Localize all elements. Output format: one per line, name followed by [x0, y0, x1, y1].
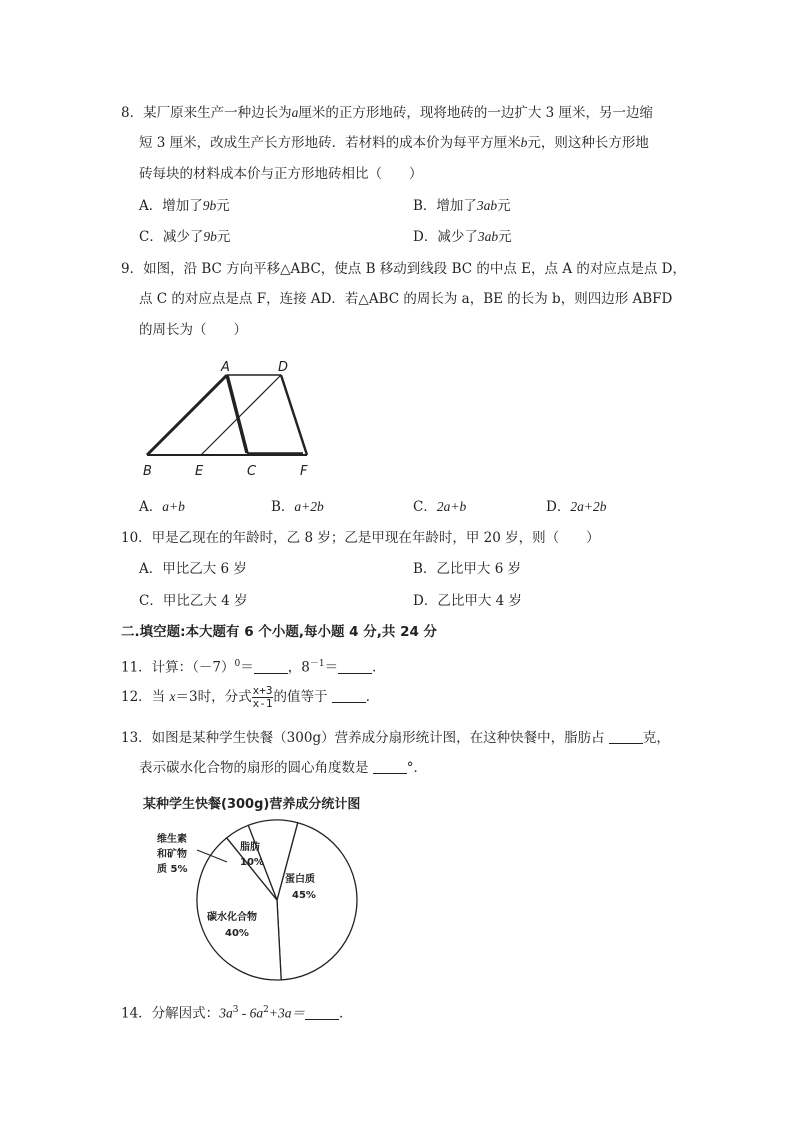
label-vitamin-3: 质 5% [157, 864, 188, 875]
q9-option-b-label: B． [271, 499, 295, 515]
label-carb-2: 40% [225, 928, 249, 939]
q13-text-1a: 13．如图是某种学生快餐（300g）营养成分扇形统计图，在这种快餐中，脂肪占 [121, 730, 609, 746]
q9-text-3: 的周长为（ ） [139, 322, 247, 338]
q9-line2 [139, 289, 672, 309]
q11-line [121, 654, 386, 678]
q8-option-d-math: 3ab [477, 229, 499, 244]
q9-option-b[interactable] [271, 497, 324, 517]
q14-term-1: 3a [219, 1005, 233, 1021]
q8-line3 [139, 164, 423, 184]
q11-eq2: ＝ [324, 659, 339, 676]
q12-denominator: x-1 [252, 697, 273, 710]
q13-line1 [121, 728, 670, 748]
label-D: D [278, 360, 289, 375]
q11-eq1: ＝ [240, 659, 254, 676]
q8-line2 [139, 133, 649, 153]
q11-prefix: 11．计算：（－7） [121, 659, 235, 676]
q8-option-a-math: 9b [202, 198, 217, 213]
label-B: B [143, 464, 152, 479]
q8-option-a-label: A．增加了 [139, 198, 203, 214]
q13-text-1b: 克， [642, 730, 670, 746]
q12-mid: ＝3时，分式 [175, 689, 252, 705]
q8-option-c-unit: 元 [216, 229, 231, 245]
q9-option-c-label: C． [413, 499, 437, 515]
q10-option-b[interactable]: B．乙比甲大 6 岁 [413, 561, 522, 577]
q8-text-2b: 元，则这种长方形地 [527, 135, 649, 151]
q9-text-1: 9．如图，沿 BC 方向平移△ABC，使点 B 移动到线段 BC 的中点 E，点 A 的对应点是点 D， [121, 261, 686, 277]
label-E: E [195, 464, 204, 479]
q8-option-c[interactable] [139, 227, 230, 247]
q9-option-a-math: a+b [162, 499, 185, 514]
q9-option-d[interactable] [546, 497, 606, 517]
q14-term-2: - 6a [238, 1005, 264, 1021]
nutrition-pie-chart [135, 790, 405, 990]
q10-option-d[interactable]: D．乙比甲大 4 岁 [413, 593, 522, 609]
q9-option-d-label: D． [546, 499, 571, 515]
q8-line1 [121, 103, 653, 123]
q11-exp1: －1 [309, 659, 325, 669]
q13-text-2a: 表示碳水化合物的扇形的圆心角度数是 [139, 760, 373, 776]
q12-prefix: 12．当 [121, 689, 170, 705]
label-F: F [300, 464, 308, 479]
label-fat-2: 10% [240, 857, 264, 868]
q8-option-b-unit: 元 [497, 198, 511, 214]
q11-sep: ，8 [287, 659, 310, 676]
q14-exp3: 3 [232, 1005, 239, 1015]
q14-end: ． [339, 1005, 353, 1022]
q11-end: ． [372, 659, 386, 676]
q8-option-b-label: B．增加了 [413, 198, 477, 214]
segment-DF [281, 375, 307, 455]
label-protein-2: 45% [292, 890, 316, 901]
pie-slices [197, 820, 357, 980]
q9-option-d-math: 2a+2b [570, 499, 607, 514]
q8-option-a-unit: 元 [216, 198, 230, 214]
label-A: A [221, 360, 230, 375]
q13-text-2b: °． [406, 760, 428, 776]
q8-option-b[interactable] [413, 196, 511, 216]
q13-blank-2[interactable] [373, 759, 407, 774]
q9-text-2: 点 C 的对应点是点 F，连接 AD．若△ABC 的周长为 a，BE 的长为 b，则四边形 ABFD [139, 291, 673, 307]
label-vitamin-1: 维生素 [157, 834, 187, 845]
q9-option-a[interactable] [139, 497, 185, 517]
q14-blank[interactable] [305, 1005, 339, 1020]
q12-blank[interactable] [332, 688, 366, 703]
section-2-heading: 二.填空题:本大题有 6 个小题,每小题 4 分,共 24 分 [121, 624, 438, 640]
q8-var-b: b [520, 135, 528, 150]
segment-AC [227, 375, 247, 453]
q8-text-3: 砖每块的材料成本价与正方形地砖相比（ ） [139, 166, 423, 182]
q9-option-a-label: A． [139, 499, 163, 515]
q10-option-c[interactable]: C．甲比乙大 4 岁 [139, 593, 248, 609]
q10-line1 [121, 528, 600, 548]
q11-exp0: 0 [234, 659, 241, 669]
q14-prefix: 14．分解因式： [121, 1005, 220, 1022]
q14-line [121, 1000, 353, 1024]
q8-option-b-math: 3ab [476, 198, 498, 213]
q12-line [121, 684, 379, 710]
q8-var-a: a [291, 105, 299, 120]
q9-option-c[interactable] [413, 497, 466, 517]
q12-end: ． [365, 689, 380, 705]
q14-term-3: +3a＝ [268, 1005, 306, 1021]
q9-line1 [121, 259, 686, 279]
label-vitamin-2: 和矿物 [157, 849, 187, 860]
segment-AB [147, 375, 227, 455]
label-C: C [247, 464, 257, 479]
q8-option-d[interactable] [413, 227, 512, 247]
pie-title: 某种学生快餐(300g)营养成分统计图 [143, 797, 361, 812]
q8-option-c-math: 9b [203, 229, 217, 244]
q9-option-b-math: a+2b [294, 499, 324, 514]
q12-suffix: 的值等于 [273, 689, 332, 705]
label-fat-1: 脂肪 [240, 842, 260, 853]
q9-figure [135, 355, 325, 480]
q8-text-2a: 短 3 厘米，改成生产长方形地砖．若材料的成本价为每平方厘米 [139, 135, 521, 151]
q13-blank-1[interactable] [609, 729, 643, 744]
q11-blank-2[interactable] [338, 659, 372, 674]
q8-option-c-label: C．减少了 [139, 229, 204, 245]
q14-exp2: 2 [263, 1005, 269, 1015]
label-carb-1: 碳水化合物 [207, 912, 257, 923]
q8-option-a[interactable] [139, 196, 230, 216]
q10-text-1: 10．甲是乙现在的年龄时，乙 8 岁；乙是甲现在年龄时，甲 20 岁，则（ ） [121, 530, 600, 546]
q9-option-c-math: 2a+b [436, 499, 467, 514]
q12-var-x: x [169, 689, 176, 704]
q8-text-1b: 厘米的正方形地砖，现将地砖的一边扩大 3 厘米，另一边缩 [298, 105, 654, 121]
q12-numerator: x+3 [252, 684, 273, 697]
q13-line2 [139, 758, 427, 778]
q8-text-1a: 8．某厂原来生产一种边长为 [121, 105, 292, 121]
q10-option-a[interactable]: A．甲比乙大 6 岁 [139, 561, 247, 577]
q9-line3 [139, 320, 247, 340]
q11-blank-1[interactable] [254, 659, 288, 674]
label-protein-1: 蛋白质 [285, 874, 315, 885]
q8-option-d-unit: 元 [498, 229, 512, 245]
q8-option-d-label: D．减少了 [413, 229, 478, 245]
q12-fraction [252, 685, 274, 710]
